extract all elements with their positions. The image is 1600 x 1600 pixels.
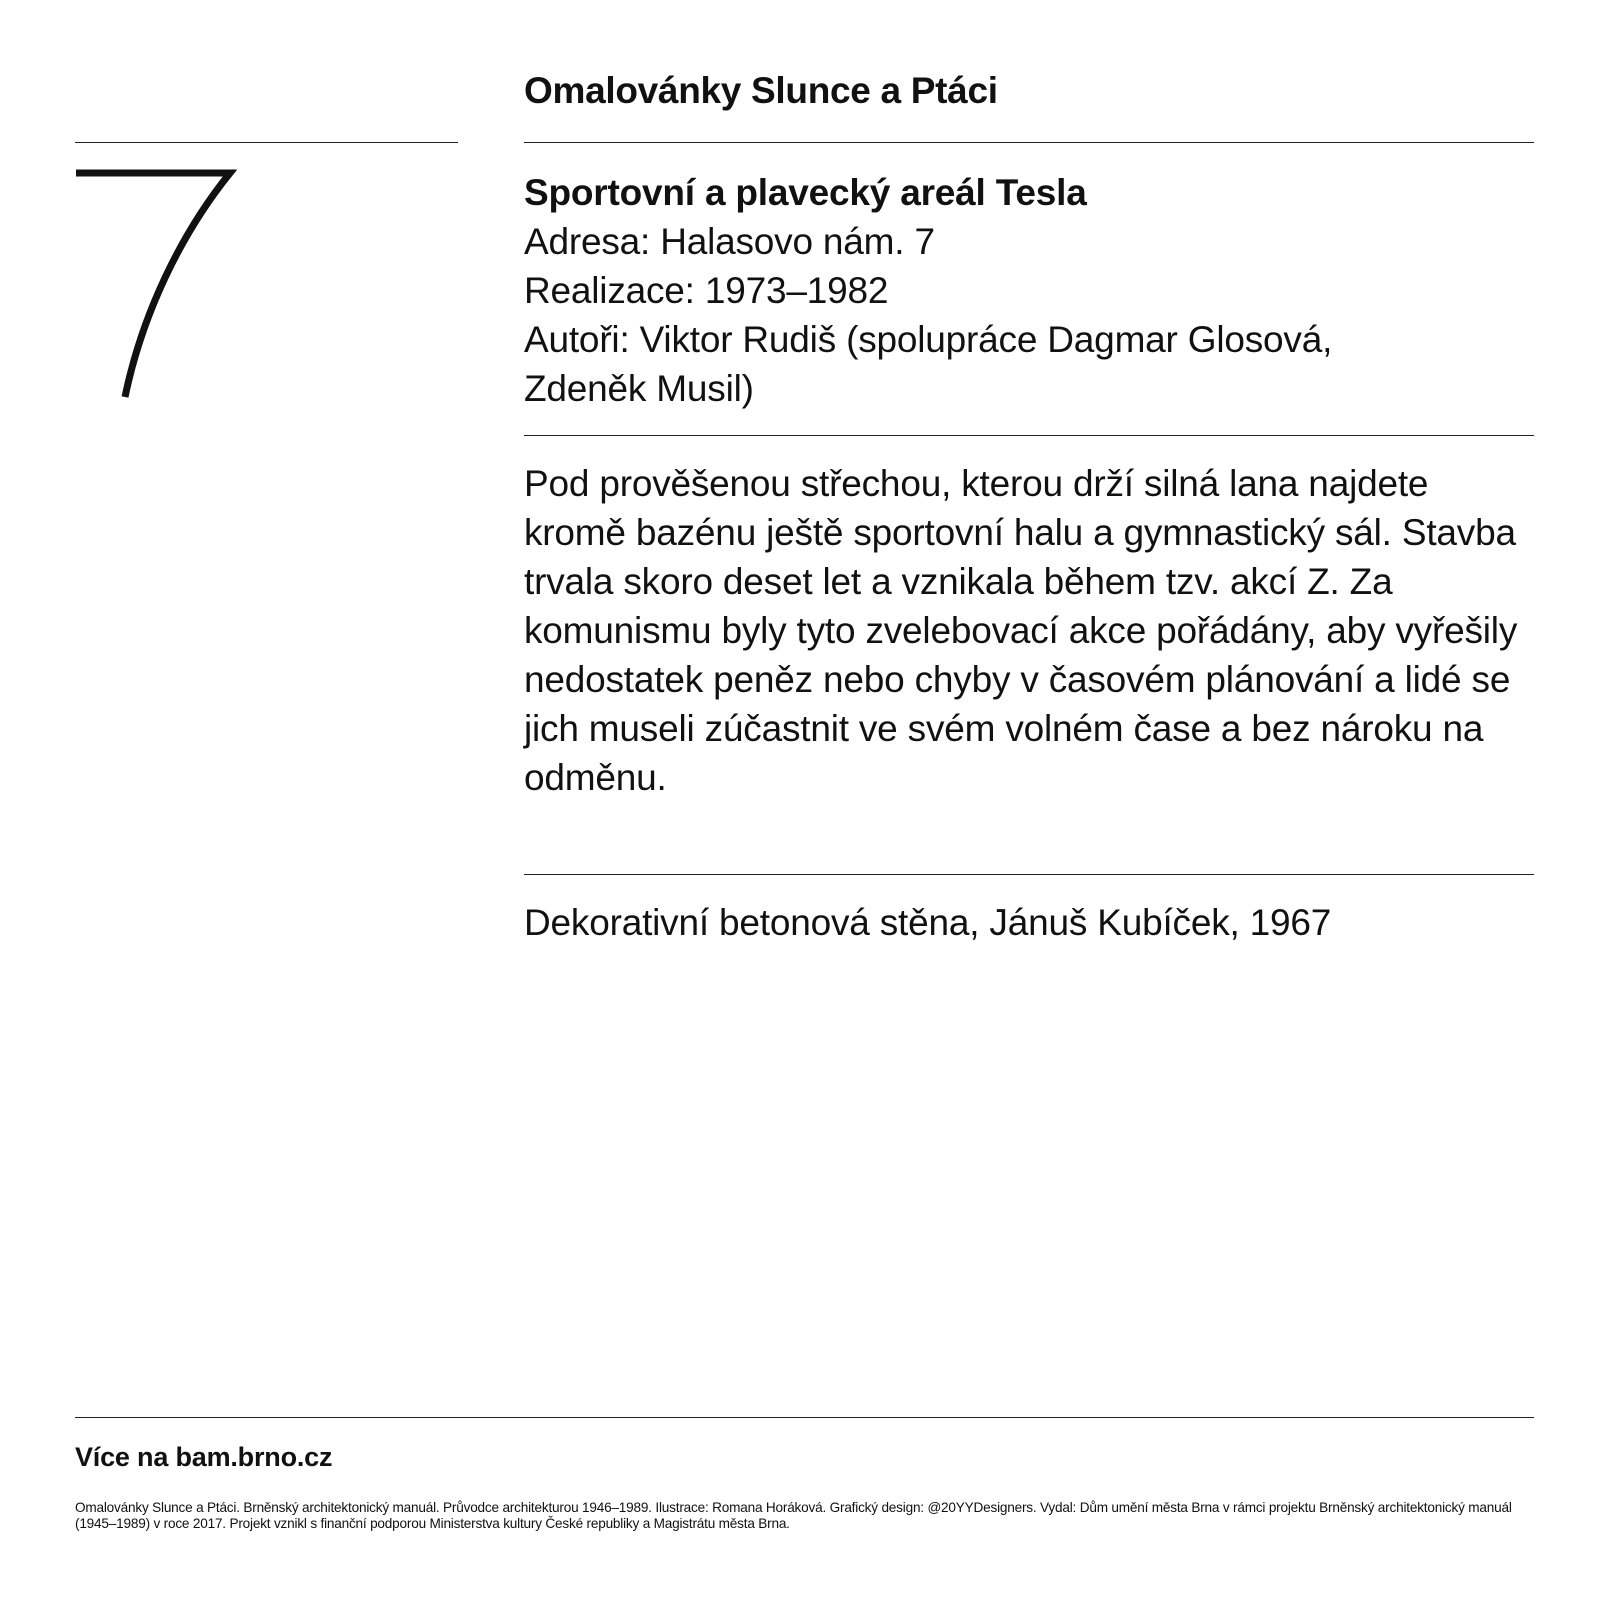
building-name: Sportovní a plavecký areál Tesla: [524, 172, 1087, 213]
building-authors-line-1: Autoři: Viktor Rudiš (spolupráce Dagmar Glosová,: [524, 319, 1333, 360]
divider-footer: [75, 1417, 1534, 1418]
page-number-text: 7: [70, 165, 71, 166]
building-info: [524, 168, 1534, 413]
building-description: Pod prověšenou střechou, kterou drží silná lana najdete kromě bazénu ještě sportovní halu a gymnastický sál. Stavba trvala skoro deset let a vznikala během tzv. akcí Z. Za komunismu byly tyto zvelebovací akce pořádány, aby vyřešily nedostatek peněz nebo chyby v časovém plánování a lidé se jich museli zúčastnit ve svém volném čase a bez nároku na odměnu.: [524, 463, 1518, 798]
colophon-text: Omalovánky Slunce a Ptáci. Brněnský architektonický manuál. Průvodce architekturou 1946–1989. Ilustrace: Romana Horáková. Grafický design: @20YYDesigners. Vydal: Dům umění města Brna v rámci projektu Brněnský architektonický manuál (1945–1989) v roce 2017. Projekt vznikl s finanční podporou Ministerstva kultury České republiky a Magistrátu města Brna.: [75, 1500, 1512, 1531]
divider-left-top: [75, 142, 458, 143]
building-authors-line-2: Zdeněk Musil): [524, 368, 754, 409]
building-address: Adresa: Halasovo nám. 7: [524, 221, 935, 262]
booklet-title: Omalovánky Slunce a Ptáci: [524, 70, 998, 111]
illustration-caption: Dekorativní betonová stěna, Jánuš Kubíček, 1967: [524, 902, 1332, 943]
divider-right-lower: [524, 874, 1534, 875]
divider-right-top: [524, 142, 1534, 143]
divider-right-middle: [524, 435, 1534, 436]
page-number: [70, 165, 240, 405]
website-link[interactable]: Více na bam.brno.cz: [75, 1442, 333, 1472]
building-realization: Realizace: 1973–1982: [524, 270, 889, 311]
